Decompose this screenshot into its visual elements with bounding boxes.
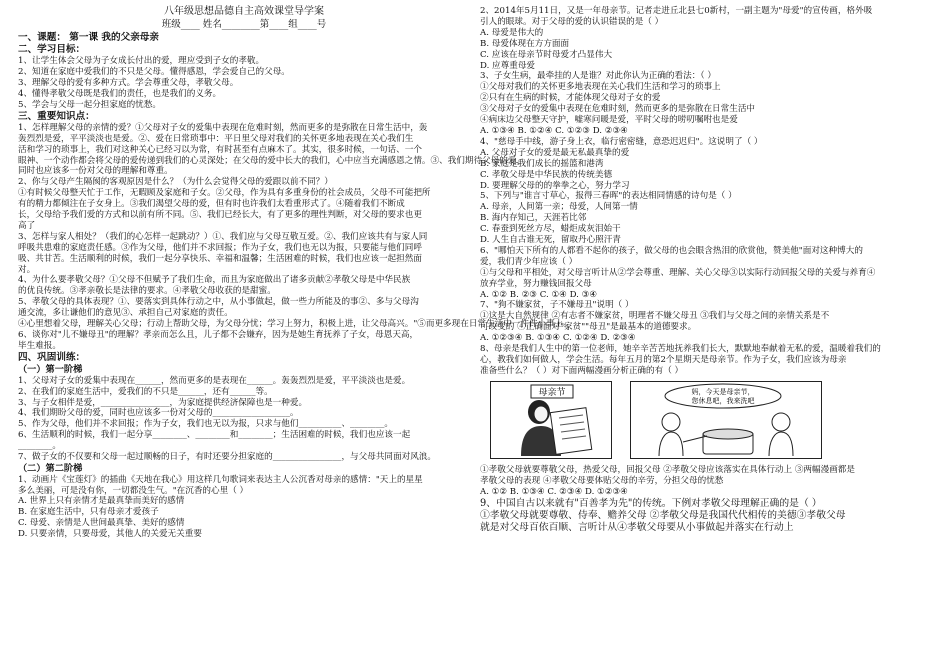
right-top-line: 6、"哪怕天下所有的人都看不起你的孩子，做父母的也会眼含热泪的欣赏他，赞美他"面对这种博大的 <box>480 245 863 256</box>
left-line: 5、学会与父母一起分担家庭的忧愁。 <box>18 99 161 110</box>
right-column-top <box>480 6 938 377</box>
left-line: 2、在我们的家庭生活中，爱我们的不只是______，还有______等。 <box>18 386 273 397</box>
cartoon-child-washing <box>630 381 822 459</box>
left-line: 呼吸共患难的家庭责任感。③作为父母，他们并不求回报；作为子女，我们也无以为报，只要能与他们同呼 <box>18 242 422 253</box>
right-top-line: 放弃学业，努力赚钱回报父母 <box>480 278 592 289</box>
right-bottom-line: A. ①② B. ①③④ C. ②③④ D. ①②③④ <box>480 486 628 497</box>
right-top-line: B. 家庭是我们成长的摇篮和港湾 <box>480 158 604 169</box>
left-line: 4、懂得孝敬父母既是我们的责任，也是我们的义务。 <box>18 88 222 99</box>
right-top-line: A. ①②③④ B. ①③④ C. ①②④ D. ②③④ <box>480 333 636 344</box>
left-line: （二）第二阶梯 <box>18 462 83 474</box>
left-line: 4、我们期盼父母的爱，同时也应该多一份对父母的__________________。 <box>18 408 299 419</box>
left-line: ________。 <box>18 441 61 452</box>
right-top-line: C. 应该在母亲节时母爱才凸显伟大 <box>480 49 613 60</box>
right-top-line: 4、"慈母手中线，游子身上衣，临行密密缝，意恐迟迟归"。这说明了（ ） <box>480 136 763 147</box>
left-line: 三、重要知识点： <box>18 110 95 122</box>
left-line: 高了 <box>18 220 36 231</box>
left-line: 1、怎样理解父母的亲情的爱？①父母对子女的爱集中表现在危难时刻，然而更多的是弥散在日常生活中，轰 <box>18 122 428 133</box>
left-line: D. 只要亲情，只要母爱，其他人的关爱无关重要 <box>18 529 202 540</box>
right-top-line: B. 母爱体现在方方面面 <box>480 38 570 49</box>
left-line: 四、巩固训练： <box>18 351 86 363</box>
right-column-bottom <box>480 465 938 535</box>
left-line: C. 母爱、亲情是人世间最真挚、美好的感情 <box>18 518 185 529</box>
left-line: 1、动画片《宝莲灯》的插曲《天地在我心》用这样几句歌词来表达主人公沉香对母亲的感情："天上的星星 <box>18 474 423 485</box>
right-top-line: D. 要理解父母的的拳拳之心，努力学习 <box>480 180 630 191</box>
left-line: 多么美丽，可是没有你，一切都没生气。"在沉香的心里（ ） <box>18 485 249 496</box>
right-top-line: 5、下列与"谁言寸草心，报得三春晖"的表达相同情感的诗句是（ ） <box>480 191 737 202</box>
right-top-line: A. 母亲，人间第一亲；母爱，人间第一情 <box>480 202 638 213</box>
right-top-line: ①这是大自然规律 ②有志者不嫌家贫，明理者不嫌父母丑 ③我们与父母之间的亲情关系是不 <box>480 311 830 322</box>
right-bottom-line: 孝敬父母的表现 ④孝敬父母要体贴父母的辛劳，分担父母的忧愁 <box>480 475 724 486</box>
left-line: B. 在家庭生活中，只有母亲才爱孩子 <box>18 507 159 518</box>
right-top-line: 心，教我们如何做人，学会生活。每年五月的第2个星期天是母亲节。作为子女，我们应该为母亲 <box>480 355 847 365</box>
left-line: 7、做子女的不仅要和父母一起过顺畅的日子，有时还要分担家庭的________________，与父母共同面对风浪。 <box>18 452 436 463</box>
right-top-line: C. 春蚕到死丝方尽，蜡炬成灰泪始干 <box>480 224 621 235</box>
right-top-line: 引人的眼球。对于父母的爱的认识错误的是（ ） <box>480 16 664 27</box>
right-top-line: A. 父母对子女的爱是最无私最真挚的爱 <box>480 147 630 158</box>
left-line: 吸、共甘苦。生活顺利的时候，我们一起分享快乐、幸福和温馨；生活困难的时候，我们也应该一起担然面 <box>18 253 422 264</box>
left-line: 4、为什么要孝敬父母？①父母不但赋予了我们生命，而且为家庭做出了诸多贡献②孝敬父母是中华民族 <box>18 275 411 286</box>
cartoon-row <box>490 381 938 459</box>
left-line: 6、谈你对"儿不嫌母丑"的理解？孝亲而怎么且，儿子都不会嫌弃，因为是她生育抚养了子女，母恩天高， <box>18 330 419 341</box>
left-line: 班级____ 姓名________第____组____号 <box>161 18 327 30</box>
right-column <box>480 6 938 535</box>
right-top-line: 准备些什么？（ ）对下面两幅漫画分析正确的有（ ） <box>480 365 684 376</box>
left-line: 2、知道在家庭中爱我们的不只是父母。懂得感恩，学会爱自己的父母。 <box>18 67 290 77</box>
left-line: （一）第一阶梯 <box>18 364 83 375</box>
right-top-line: ③父母对子女的爱集中表现在危难时刻，然而更多的是弥散在日常生活中 <box>480 104 756 115</box>
left-line: 同时也应该多一份对父母的理解和尊重。 <box>18 166 173 177</box>
right-top-line: B. 海内存知己，天涯若比邻 <box>480 213 587 224</box>
left-line: 5、作为父母，他们并不求回报；作为子女，我们也无以为报，只求与他们__________、________。 <box>18 419 394 430</box>
left-line: 6、生活顺利的时候，我们一起分享________、________和________；生活困难的时候，我们也应该一起 <box>18 430 411 441</box>
right-top-line: 3、子女生病，最牵挂的人是谁？对此你认为正确的看法：（ ） <box>480 71 716 82</box>
left-line: 轰烈烈是爱，平平淡淡也是爱。②、爱在日常琐事中：平日里父母对我们的关怀更多地表现在关心我们生 <box>18 133 414 144</box>
right-top-line: 7、"狗不嫌家贫，子不嫌母丑"说明（ ） <box>480 300 634 311</box>
cartoon1-caption: 母亲节 <box>538 387 566 398</box>
right-top-line: 8、母亲是我们人生中的第一位老师，她辛辛苦苦地抚养我们长大，默默地奉献着无私的爱，温暖着我们的 <box>480 344 881 355</box>
left-line: 活和学习的琐事上，我们对这种关心已经习以为常，有时甚至有点麻木了。其实，很多时候，一句话、一个 <box>18 144 422 155</box>
left-line: A. 世界上只有亲情才是最真挚而美好的感情 <box>18 496 185 507</box>
right-top-line: ①与父母和平相处，对父母言听计从②学会尊重、理解、关心父母③以实际行动回报父母的关爱与养育④ <box>480 267 876 278</box>
right-top-line: A. 母爱是伟大的 <box>480 27 544 38</box>
left-line: 5、孝敬父母的具体表现？①、要落实到具体行动之中，从小事做起，做一些力所能及的事②、多与父母沟 <box>18 297 419 308</box>
cartoon2-bubble-line1: 妈，今天是母亲节， <box>691 387 755 396</box>
right-top-line: ④病床边父母整天守护，嘘寒问暖是爱，平时父母的唠叨嘱咐也是爱 <box>480 115 738 126</box>
right-top-line: A. ①② B. ②③ C. ①④ D. ③④ <box>480 289 598 300</box>
left-line: ④心里想着父母，理解关心父母；行动上帮助父母，为父母分忧；学习上努力，积极上进，让父母高兴。"⑤而更多现在日常生活中一件件小事上。 <box>18 319 572 330</box>
left-line: 2、你与父母产生隔阂的客观原因是什么？（为什么会觉得父母的爱跟以前不同？） <box>18 177 333 188</box>
right-top-line: C. 孝敬父母是中华民族的传统美德 <box>480 169 613 180</box>
right-bottom-line: 就是对父母百依百顺、言听计从④孝敬父母要从小事做起并落实在行动上 <box>480 522 794 534</box>
right-bottom-line: 9、中国自古以来就有"百善孝为先"的传统。下例对孝敬父母理解正确的是（ ） <box>480 497 822 509</box>
right-top-line: D. 应尊重母爱 <box>480 60 536 71</box>
left-line: 八年级思想品德自主高效课堂导学案 <box>164 6 324 17</box>
left-line: 3、与子女相伴是爱，________________，为家庭提供经济保障也是一种爱。 <box>18 397 308 408</box>
left-line: 的优良传统。③孝亲敬长是法律的要求。④孝敬父母收获的是甜蜜。 <box>18 286 276 297</box>
left-line: 1、父母对子女的爱集中表现在______，然而更多的是表现在______。轰轰烈烈是爱，平平淡淡也是爱。 <box>18 375 411 386</box>
left-line: 有的精力都倾注在子女身上。③我们渴望父母的爱，但有时也许我们太看重形式了。④随着我们不断成 <box>18 199 405 210</box>
left-line: 一、课题： 第一课 我的父亲母亲 <box>18 31 159 43</box>
right-top-line: ①父母对我们的关怀更多地表现在关心我们生活和学习的琐事上 <box>480 82 721 93</box>
left-line: 长，父母给予我们爱的方式和以前有所不同。⑤、我们已经长大，有了更多的理性判断，对父母的要求也更 <box>18 210 422 221</box>
right-bottom-line: ①孝敬父母就要尊敬、侍奉、赡养父母 ②孝敬父母是我国代代相传的美德③孝敬父母 <box>480 509 846 521</box>
right-bottom-line: ①孝敬父母就要尊敬父母，热爱父母，回报父母 ②孝敬父母应该落实在具体行动上 ③两幅漫画都是 <box>480 464 855 475</box>
cartoon2-bubble-line2: 您休息吧，我来洗吧 <box>691 396 755 405</box>
left-line: 3、怎样与家人相处？（我们的心怎样一起跳动？）①、我们应与父母互敬互爱。②、我们应该共有与家人同 <box>18 231 428 242</box>
right-top-line: ②只有在生病的时候，才能体现父母对子女的爱 <box>480 93 661 104</box>
right-top-line: A. ①③④ B. ①②④ C. ①②③ D. ②③④ <box>480 125 628 136</box>
cartoon-mother-reading <box>490 381 612 459</box>
left-line: 通交流，多让谦他们的意见③、承担自己对家庭的责任。 <box>18 308 233 319</box>
left-line: ①有时候父母整天忙于工作，无暇顾及家庭和子女。②父母，作为具有多重身份的社会成员，父母不可能把所 <box>18 188 431 199</box>
right-top-line: 2、2014年5月11日，又是一年母亲节。记者走进丘北县七0新村，一副主题为"母爱"的宣传画，格外吸 <box>480 6 873 16</box>
right-top-line: 爱，我们青少年应该（ ） <box>480 256 578 267</box>
left-line: 眼神、一个动作都会将父母的爱传递到我们的心灵深处；在父母的爱中长大的我们，心中应当充满感恩之情。③、我们期待父母的爱， <box>18 155 526 166</box>
left-line: 毕生难报。 <box>18 340 61 351</box>
left-line: 1、让学生体会父母为子女成长付出的爱，理应受到子女的孝敬。 <box>18 56 265 67</box>
left-line: 对。 <box>18 264 36 275</box>
left-line: 二、学习目标： <box>18 43 86 55</box>
right-top-line: D. 人生自古谁无死，留取丹心照汗青 <box>480 235 621 246</box>
left-line: 3、理解父母的爱有多种方式。学会尊重父母，孝敬父母。 <box>18 77 239 88</box>
right-top-line: 可改变的 ④正确面对"家贫""母丑"是最基本的道德要求。 <box>480 322 697 333</box>
